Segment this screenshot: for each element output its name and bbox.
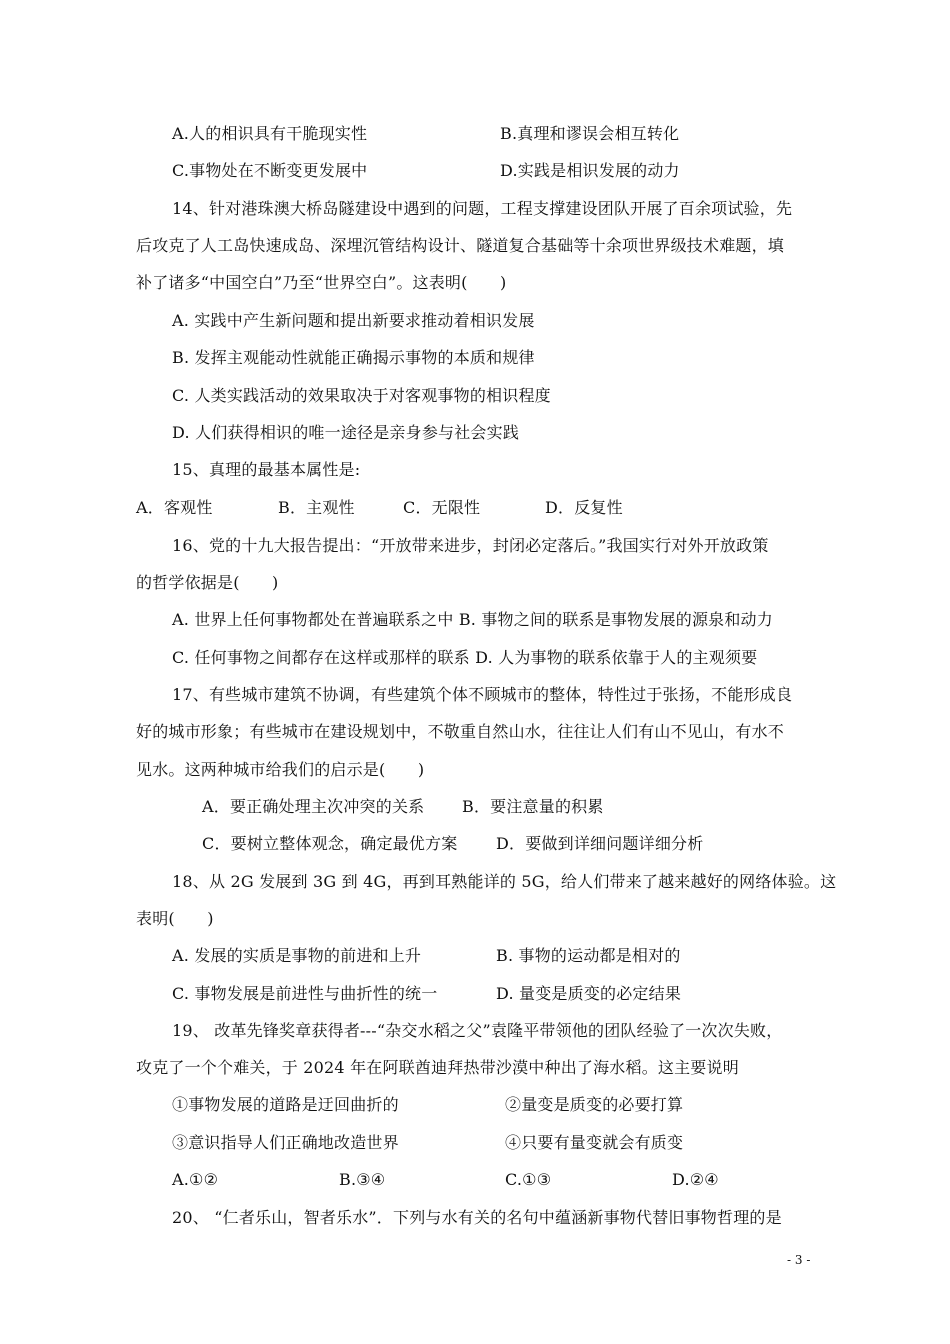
q14-option-d: D. 人们获得相识的唯一途径是亲身参与社会实践 bbox=[172, 423, 520, 442]
q15-option-c: C．无限性 bbox=[403, 498, 481, 517]
q16-stem-line-1: 16、党的十九大报告提出：“开放带来进步，封闭必定落后。”我国实行对外开放政策 bbox=[172, 536, 769, 555]
q14-stem-line-1: 14、针对港珠澳大桥岛隧建设中遇到的问题，工程支撑建设团队开展了百余项试验，先 bbox=[172, 199, 793, 218]
q13-option-d: D.实践是相识发展的动力 bbox=[500, 161, 680, 180]
q16-option-line-2: C. 任何事物之间都存在这样或那样的联系 D. 人为事物的联系依靠于人的主观须要 bbox=[172, 648, 758, 667]
q18-option-b: B. 事物的运动都是相对的 bbox=[496, 946, 681, 965]
q18-option-d: D. 量变是质变的必定结果 bbox=[496, 984, 682, 1003]
q14-stem-line-2: 后攻克了人工岛快速成岛、深埋沉管结构设计、隧道复合基础等十余项世界级技术难题，填 bbox=[136, 236, 785, 255]
q19-item-3: ③意识指导人们正确地改造世界 bbox=[172, 1133, 399, 1152]
q17-stem-line-3: 见水。这两种城市给我们的启示是( ) bbox=[136, 760, 425, 779]
q17-option-b: B．要注意量的积累 bbox=[462, 797, 604, 816]
q19-item-4: ④只要有量变就会有质变 bbox=[505, 1133, 684, 1152]
q19-stem-line-1: 19、 改革先锋奖章获得者---“杂交水稻之父”袁隆平带领他的团队经验了一次次失败， bbox=[172, 1021, 783, 1040]
q20-stem: 20、 “仁者乐山，智者乐水”．下列与水有关的名句中蕴涵新事物代替旧事物哲理的是 bbox=[172, 1208, 782, 1227]
q18-stem-line-1: 18、从 2G 发展到 3G 到 4G，再到耳熟能详的 5G，给人们带来了越来越好的网络体验。这 bbox=[172, 872, 837, 891]
q17-option-d: D．要做到详细问题详细分析 bbox=[496, 834, 704, 853]
q15-option-a: A．客观性 bbox=[136, 498, 213, 517]
q15-option-b: B．主观性 bbox=[278, 498, 355, 517]
q13-option-b: B.真理和谬误会相互转化 bbox=[500, 124, 680, 143]
q17-option-a: A．要正确处理主次冲突的关系 bbox=[202, 797, 425, 816]
q17-stem-line-2: 好的城市形象；有些城市在建设规划中，不敬重自然山水，往往让人们有山不见山，有水不 bbox=[136, 722, 785, 741]
q14-option-b: B. 发挥主观能动性就能正确揭示事物的本质和规律 bbox=[172, 348, 535, 367]
q18-option-a: A. 发展的实质是事物的前进和上升 bbox=[172, 946, 422, 965]
q18-stem-line-2: 表明( ) bbox=[136, 909, 214, 928]
q19-option-d: D.②④ bbox=[672, 1170, 719, 1189]
q17-stem-line-1: 17、有些城市建筑不协调，有些建筑个体不顾城市的整体，特性过于张扬，不能形成良 bbox=[172, 685, 793, 704]
q14-stem-line-3: 补了诸多“中国空白”乃至“世界空白”。这表明( ) bbox=[136, 273, 507, 292]
q16-stem-line-2: 的哲学依据是( ) bbox=[136, 573, 279, 592]
q14-option-a: A. 实践中产生新问题和提出新要求推动着相识发展 bbox=[172, 311, 535, 330]
q19-option-c: C.①③ bbox=[505, 1170, 552, 1189]
q16-option-line-1: A. 世界上任何事物都处在普遍联系之中 B. 事物之间的联系是事物发展的源泉和动力 bbox=[172, 610, 773, 629]
page-number: - 3 - bbox=[787, 1253, 811, 1267]
q19-option-b: B.③④ bbox=[339, 1170, 386, 1189]
q17-option-c: C．要树立整体观念，确定最优方案 bbox=[202, 834, 458, 853]
q13-option-c: C.事物处在不断变更发展中 bbox=[172, 161, 368, 180]
q19-option-a: A.①② bbox=[172, 1170, 219, 1189]
q15-option-d: D．反复性 bbox=[545, 498, 623, 517]
q19-stem-line-2: 攻克了一个个难关，于 2024 年在阿联酋迪拜热带沙漠中种出了海水稻。这主要说明 bbox=[136, 1058, 739, 1077]
q13-option-a: A.人的相识具有干脆现实性 bbox=[172, 124, 368, 143]
q19-item-1: ①事物发展的道路是迂回曲折的 bbox=[172, 1095, 399, 1114]
q14-option-c: C. 人类实践活动的效果取决于对客观事物的相识程度 bbox=[172, 386, 551, 405]
q18-option-c: C. 事物发展是前进性与曲折性的统一 bbox=[172, 984, 438, 1003]
q19-item-2: ②量变是质变的必要打算 bbox=[505, 1095, 684, 1114]
q15-stem: 15、真理的最基本属性是: bbox=[172, 460, 361, 479]
